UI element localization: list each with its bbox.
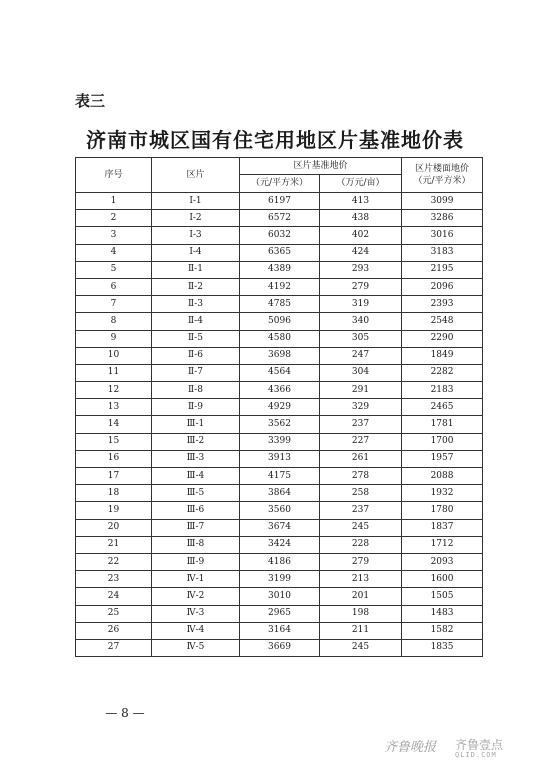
cell-price-sqm: 4389: [240, 261, 320, 278]
cell-seq: 7: [76, 296, 152, 313]
cell-zone: Ⅲ-3: [152, 450, 240, 467]
table-row: [76, 278, 483, 295]
cell-price-mu: 413: [320, 193, 402, 210]
cell-price-sqm: 3669: [240, 639, 320, 656]
cell-price-sqm: 3698: [240, 347, 320, 364]
cell-price-mu: 237: [320, 502, 402, 519]
cell-floor-price: 1483: [402, 605, 483, 622]
cell-seq: 20: [76, 519, 152, 536]
cell-price-mu: 228: [320, 536, 402, 553]
cell-floor-price: 1505: [402, 588, 483, 605]
cell-zone: Ⅳ-3: [152, 605, 240, 622]
cell-seq: 2: [76, 210, 152, 227]
cell-seq: 26: [76, 622, 152, 639]
table-row: [76, 553, 483, 570]
table-row: [76, 605, 483, 622]
cell-floor-price: 1600: [402, 571, 483, 588]
cell-zone: Ⅳ-1: [152, 571, 240, 588]
cell-seq: 22: [76, 553, 152, 570]
cell-price-mu: 227: [320, 433, 402, 450]
cell-zone: Ⅱ-7: [152, 364, 240, 381]
table-row: [76, 622, 483, 639]
cell-price-mu: 211: [320, 622, 402, 639]
cell-price-sqm: 3399: [240, 433, 320, 450]
cell-seq: 5: [76, 261, 152, 278]
cell-price-sqm: 2965: [240, 605, 320, 622]
cell-zone: Ⅲ-5: [152, 485, 240, 502]
table-row: [76, 364, 483, 381]
table-row: [76, 399, 483, 416]
table-row: [76, 210, 483, 227]
table-row: [76, 347, 483, 364]
table-label: 表三: [75, 92, 106, 110]
cell-floor-price: 1582: [402, 622, 483, 639]
cell-price-mu: 245: [320, 639, 402, 656]
cell-zone: Ⅲ-2: [152, 433, 240, 450]
cell-price-sqm: 3864: [240, 485, 320, 502]
cell-price-mu: 279: [320, 278, 402, 295]
cell-zone: Ⅱ-6: [152, 347, 240, 364]
cell-floor-price: 2393: [402, 296, 483, 313]
cell-zone: Ⅲ-7: [152, 519, 240, 536]
cell-price-sqm: 4785: [240, 296, 320, 313]
cell-price-sqm: 6032: [240, 227, 320, 244]
table-row: [76, 244, 483, 261]
header-floor-price: [402, 158, 483, 193]
cell-zone: Ⅳ-2: [152, 588, 240, 605]
table-row: [76, 193, 483, 210]
table-title: 济南市城区国有住宅用地区片基准地价表: [86, 128, 464, 152]
cell-price-mu: 438: [320, 210, 402, 227]
cell-price-mu: 402: [320, 227, 402, 244]
cell-floor-price: 3183: [402, 244, 483, 261]
table-row: [76, 571, 483, 588]
cell-price-sqm: 4192: [240, 278, 320, 295]
header-seq: 序号: [76, 158, 152, 193]
cell-seq: 19: [76, 502, 152, 519]
cell-price-mu: 237: [320, 416, 402, 433]
cell-zone: Ⅰ-3: [152, 227, 240, 244]
header-floor-unit: （元/平方米）: [413, 175, 471, 186]
cell-zone: Ⅱ-8: [152, 382, 240, 399]
cell-price-sqm: 4366: [240, 382, 320, 399]
cell-floor-price: 2290: [402, 330, 483, 347]
cell-price-mu: 304: [320, 364, 402, 381]
cell-floor-price: 1837: [402, 519, 483, 536]
table-row: [76, 416, 483, 433]
table-row: [76, 450, 483, 467]
cell-price-mu: 305: [320, 330, 402, 347]
cell-price-sqm: 4580: [240, 330, 320, 347]
cell-seq: 15: [76, 433, 152, 450]
cell-zone: Ⅲ-6: [152, 502, 240, 519]
cell-seq: 13: [76, 399, 152, 416]
cell-floor-price: 1932: [402, 485, 483, 502]
cell-zone: Ⅱ-3: [152, 296, 240, 313]
cell-zone: Ⅳ-5: [152, 639, 240, 656]
cell-price-mu: 424: [320, 244, 402, 261]
table-row: [76, 313, 483, 330]
cell-price-sqm: 3199: [240, 571, 320, 588]
cell-floor-price: 1957: [402, 450, 483, 467]
cell-price-mu: 213: [320, 571, 402, 588]
table-row: [76, 468, 483, 485]
cell-floor-price: 3286: [402, 210, 483, 227]
header-base-price: 区片基准地价: [240, 158, 402, 175]
table-row: [76, 433, 483, 450]
cell-zone: Ⅲ-1: [152, 416, 240, 433]
cell-floor-price: 2282: [402, 364, 483, 381]
cell-seq: 8: [76, 313, 152, 330]
cell-seq: 17: [76, 468, 152, 485]
cell-seq: 25: [76, 605, 152, 622]
watermark-app: 齐鲁壹点: [455, 738, 504, 752]
table-row: [76, 502, 483, 519]
cell-price-mu: 245: [320, 519, 402, 536]
table-row: [76, 639, 483, 656]
cell-zone: Ⅲ-9: [152, 553, 240, 570]
cell-floor-price: 2195: [402, 261, 483, 278]
watermark-site: QLID.COM: [455, 751, 497, 759]
cell-price-mu: 340: [320, 313, 402, 330]
cell-price-sqm: 5096: [240, 313, 320, 330]
cell-price-mu: 291: [320, 382, 402, 399]
cell-price-mu: 247: [320, 347, 402, 364]
cell-floor-price: 2548: [402, 313, 483, 330]
cell-floor-price: 1700: [402, 433, 483, 450]
cell-price-mu: 258: [320, 485, 402, 502]
cell-seq: 24: [76, 588, 152, 605]
cell-price-sqm: 3010: [240, 588, 320, 605]
cell-floor-price: 2093: [402, 553, 483, 570]
cell-price-sqm: 4929: [240, 399, 320, 416]
cell-price-mu: 261: [320, 450, 402, 467]
cell-price-sqm: 3424: [240, 536, 320, 553]
cell-price-mu: 293: [320, 261, 402, 278]
table-row: [76, 261, 483, 278]
cell-floor-price: 2088: [402, 468, 483, 485]
cell-zone: Ⅰ-2: [152, 210, 240, 227]
cell-floor-price: 2183: [402, 382, 483, 399]
cell-seq: 11: [76, 364, 152, 381]
cell-price-sqm: 4175: [240, 468, 320, 485]
cell-seq: 12: [76, 382, 152, 399]
header-unit-sqm: （元/平方米）: [240, 175, 320, 193]
header-zone: 区片: [152, 158, 240, 193]
cell-floor-price: 1712: [402, 536, 483, 553]
cell-seq: 23: [76, 571, 152, 588]
cell-price-mu: 329: [320, 399, 402, 416]
cell-price-mu: 198: [320, 605, 402, 622]
table-row: [76, 382, 483, 399]
cell-seq: 3: [76, 227, 152, 244]
cell-seq: 6: [76, 278, 152, 295]
table-row: [76, 227, 483, 244]
cell-price-sqm: 6365: [240, 244, 320, 261]
cell-zone: Ⅱ-5: [152, 330, 240, 347]
cell-zone: Ⅰ-1: [152, 193, 240, 210]
table-row: [76, 485, 483, 502]
cell-seq: 27: [76, 639, 152, 656]
cell-zone: Ⅲ-4: [152, 468, 240, 485]
cell-floor-price: 1835: [402, 639, 483, 656]
page-number: — 8 —: [105, 706, 145, 720]
cell-price-sqm: 3164: [240, 622, 320, 639]
cell-floor-price: 1780: [402, 502, 483, 519]
cell-floor-price: 2096: [402, 278, 483, 295]
cell-seq: 21: [76, 536, 152, 553]
table-body: [76, 193, 483, 657]
cell-price-sqm: 6572: [240, 210, 320, 227]
cell-zone: Ⅱ-9: [152, 399, 240, 416]
cell-seq: 18: [76, 485, 152, 502]
cell-floor-price: 2465: [402, 399, 483, 416]
cell-seq: 1: [76, 193, 152, 210]
cell-seq: 14: [76, 416, 152, 433]
table-row: [76, 519, 483, 536]
cell-price-sqm: 3913: [240, 450, 320, 467]
cell-price-sqm: 3674: [240, 519, 320, 536]
land-price-table: [75, 157, 483, 657]
header-unit-mu: （万元/亩）: [320, 175, 402, 193]
table-row: [76, 536, 483, 553]
cell-seq: 16: [76, 450, 152, 467]
cell-price-sqm: 3560: [240, 502, 320, 519]
cell-zone: Ⅱ-4: [152, 313, 240, 330]
cell-floor-price: 1849: [402, 347, 483, 364]
cell-price-sqm: 6197: [240, 193, 320, 210]
cell-price-sqm: 3562: [240, 416, 320, 433]
cell-price-mu: 319: [320, 296, 402, 313]
cell-zone: Ⅲ-8: [152, 536, 240, 553]
table-row: [76, 588, 483, 605]
cell-floor-price: 1781: [402, 416, 483, 433]
watermark-brand: 齐鲁晚报: [384, 740, 437, 755]
cell-price-mu: 279: [320, 553, 402, 570]
cell-price-mu: 278: [320, 468, 402, 485]
cell-zone: Ⅰ-4: [152, 244, 240, 261]
cell-seq: 9: [76, 330, 152, 347]
cell-zone: Ⅳ-4: [152, 622, 240, 639]
table-row: [76, 330, 483, 347]
cell-price-sqm: 4186: [240, 553, 320, 570]
cell-price-mu: 201: [320, 588, 402, 605]
cell-floor-price: 3099: [402, 193, 483, 210]
header-floor-price-label: 区片楼面地价: [415, 163, 470, 174]
cell-zone: Ⅱ-2: [152, 278, 240, 295]
table-row: [76, 296, 483, 313]
cell-seq: 4: [76, 244, 152, 261]
table-header: [76, 158, 483, 193]
cell-floor-price: 3016: [402, 227, 483, 244]
cell-seq: 10: [76, 347, 152, 364]
cell-price-sqm: 4564: [240, 364, 320, 381]
cell-zone: Ⅱ-1: [152, 261, 240, 278]
